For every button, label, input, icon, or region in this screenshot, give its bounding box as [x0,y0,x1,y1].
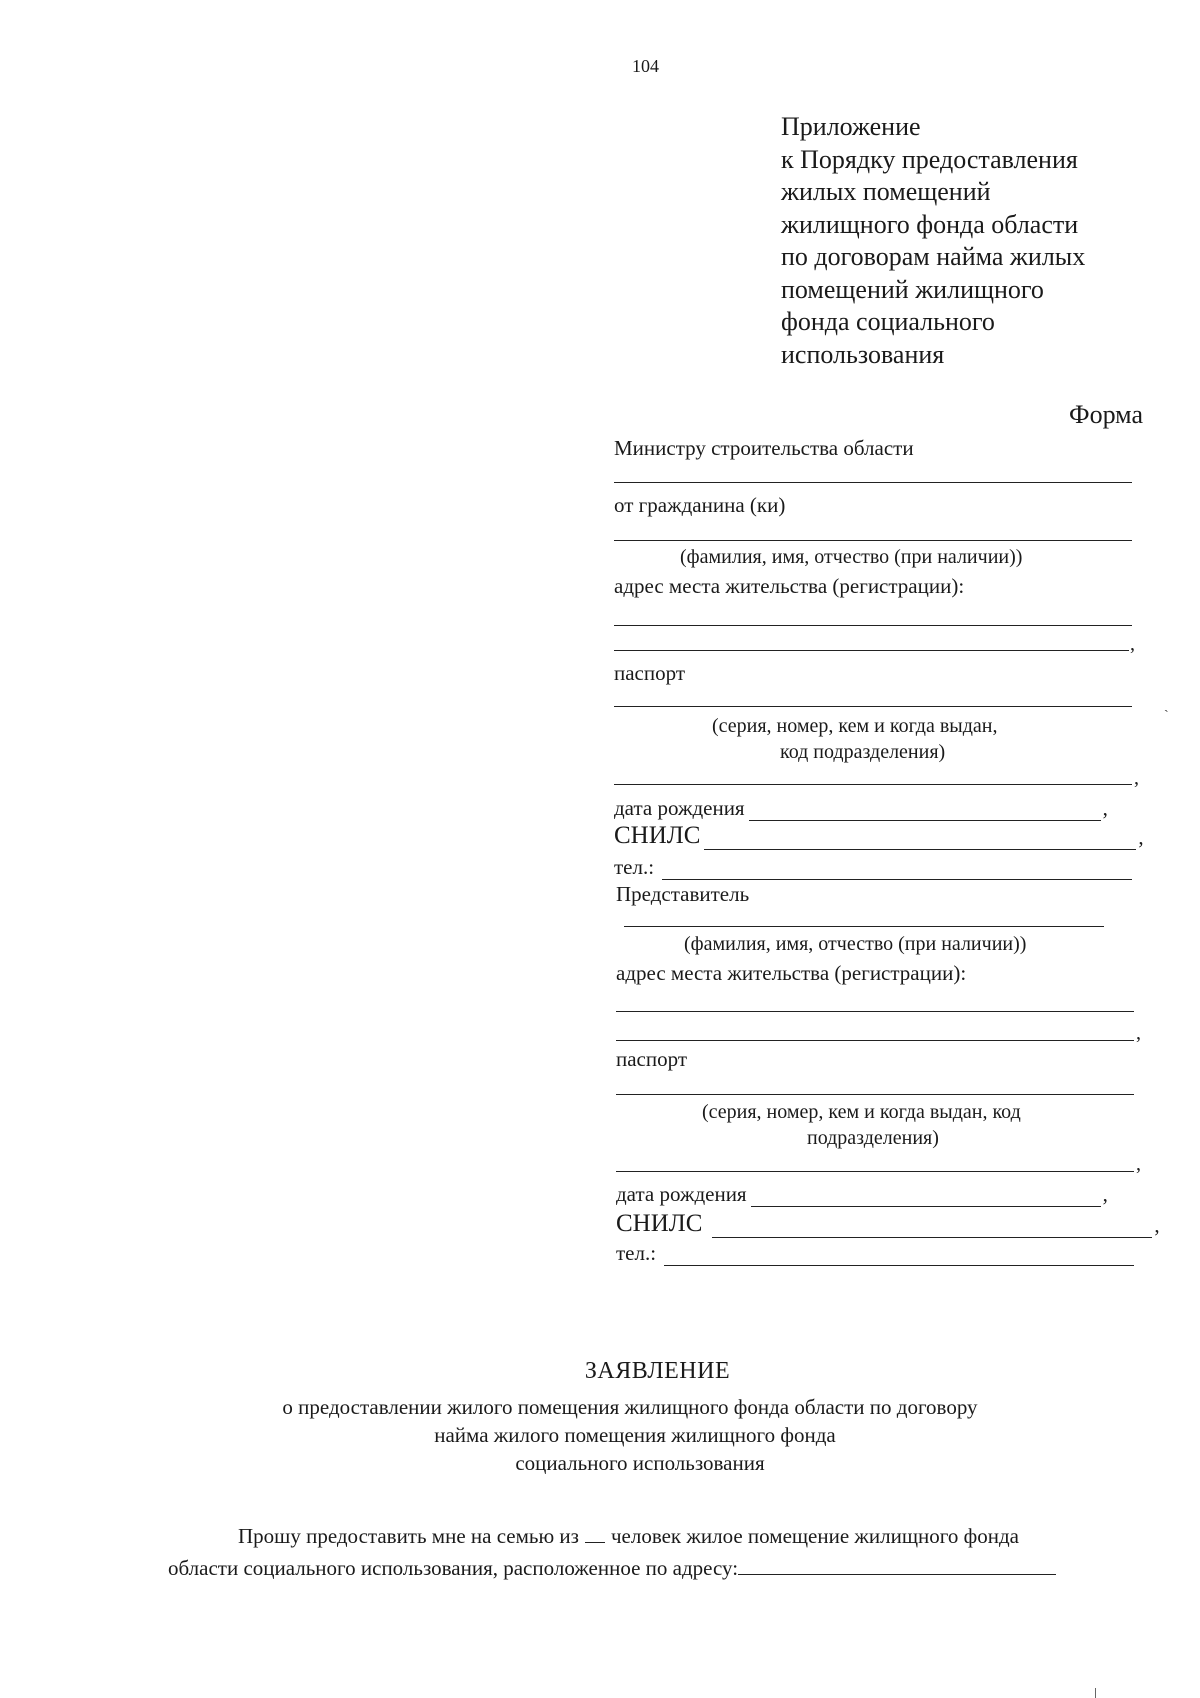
representative-name-field[interactable] [624,926,1104,927]
birth-comma: , [1102,796,1108,820]
appendix-line: Приложение [781,112,921,141]
rep-address-comma: , [1136,1022,1141,1044]
applicant-snils-row [614,822,1144,850]
body-line-1 [168,1520,1143,1552]
representative-label: Представитель [616,882,750,906]
body-line-2 [168,1552,1143,1584]
applicant-passport-field-2[interactable] [614,784,1132,785]
applicant-address-field-2[interactable] [614,650,1129,651]
family-size-field[interactable] [585,1542,605,1543]
page-number: 104 [632,56,659,76]
representative-birth-field[interactable] [751,1188,1101,1207]
representative-phone-row [616,1241,1134,1266]
representative-phone-label: тел.: [616,1241,657,1265]
rep-snils-comma: , [1154,1213,1160,1237]
statement-title: ЗАЯВЛЕНИЕ [584,1358,731,1384]
address-field[interactable] [738,1574,1056,1575]
addressee-label: Министру строительства области [614,436,914,460]
applicant-passport-label: паспорт [614,661,686,685]
representative-birth-row [616,1182,1108,1207]
applicant-snils-field[interactable] [704,831,1136,850]
rep-passport-comma: , [1136,1153,1141,1175]
appendix-line: жилищного фонда области [781,209,1079,239]
applicant-phone-row [614,855,1132,880]
representative-address-field-1[interactable] [616,1011,1134,1012]
representative-passport-field-2[interactable] [616,1171,1134,1172]
form-label: Форма [1069,400,1143,429]
appendix-header [781,111,1161,371]
representative-passport-hint-1: (серия, номер, кем и когда выдан, код [702,1101,1021,1123]
applicant-birth-label: дата рождения [614,796,745,820]
statement-body [168,1520,1143,1584]
appendix-line: использования [781,339,945,369]
body-text-part-3: области социального использования, расположенное по адресу: [168,1556,739,1580]
from-citizen-label: от гражданина (ки) [614,493,786,517]
representative-phone-field[interactable] [664,1247,1134,1266]
applicant-name-field[interactable] [614,540,1132,541]
appendix-line: фонда социального [781,307,995,336]
representative-passport-label: паспорт [616,1047,688,1071]
scan-mark: ˏ [1164,698,1169,713]
applicant-address-field-1[interactable] [614,625,1132,626]
appendix-line: жилых помещений [781,177,991,206]
statement-subtitle-line-2: найма жилого помещения жилищного фонда [434,1423,836,1447]
address-comma: , [1130,633,1135,655]
passport-comma: , [1134,767,1139,789]
representative-address-label: адрес места жительства (регистрации): [616,961,967,985]
applicant-name-hint: (фамилия, имя, отчество (при наличии)) [680,546,1023,568]
body-text-part-1: Прошу предоставить мне на семью из [238,1524,579,1548]
applicant-snils-label: СНИЛС [614,822,701,849]
applicant-birth-row [614,796,1108,821]
appendix-line: к Порядку предоставления [781,144,1078,174]
representative-snils-label: СНИЛС [616,1210,703,1237]
applicant-address-label: адрес места жительства (регистрации): [614,574,965,598]
addressee-field[interactable] [614,482,1132,483]
representative-passport-field[interactable] [616,1094,1134,1095]
applicant-phone-label: тел.: [614,855,655,879]
appendix-line: помещений жилищного [781,274,1044,304]
representative-address-field-2[interactable] [616,1040,1134,1041]
representative-passport-hint-2: подразделения) [807,1127,939,1149]
statement-title-block [0,1358,1200,1477]
applicant-passport-field[interactable] [614,706,1132,707]
statement-subtitle-line-1: о предоставлении жилого помещения жилищного фонда области по договору [282,1395,978,1419]
body-text-part-2: человек жилое помещение жилищного фонда [610,1524,1019,1548]
rep-birth-comma: , [1102,1182,1108,1206]
representative-snils-field[interactable] [712,1219,1152,1238]
representative-snils-row [616,1210,1160,1238]
snils-comma: , [1138,825,1144,849]
applicant-passport-hint-1: (серия, номер, кем и когда выдан, [712,715,998,737]
applicant-birth-field[interactable] [749,802,1101,821]
appendix-line: по договорам найма жилых [781,242,1086,271]
applicant-phone-field[interactable] [662,861,1132,880]
representative-name-hint: (фамилия, имя, отчество (при наличии)) [684,933,1027,955]
statement-subtitle-line-3: социального использования [515,1451,765,1475]
representative-birth-label: дата рождения [616,1182,747,1206]
applicant-passport-hint-2: код подразделения) [780,741,946,763]
